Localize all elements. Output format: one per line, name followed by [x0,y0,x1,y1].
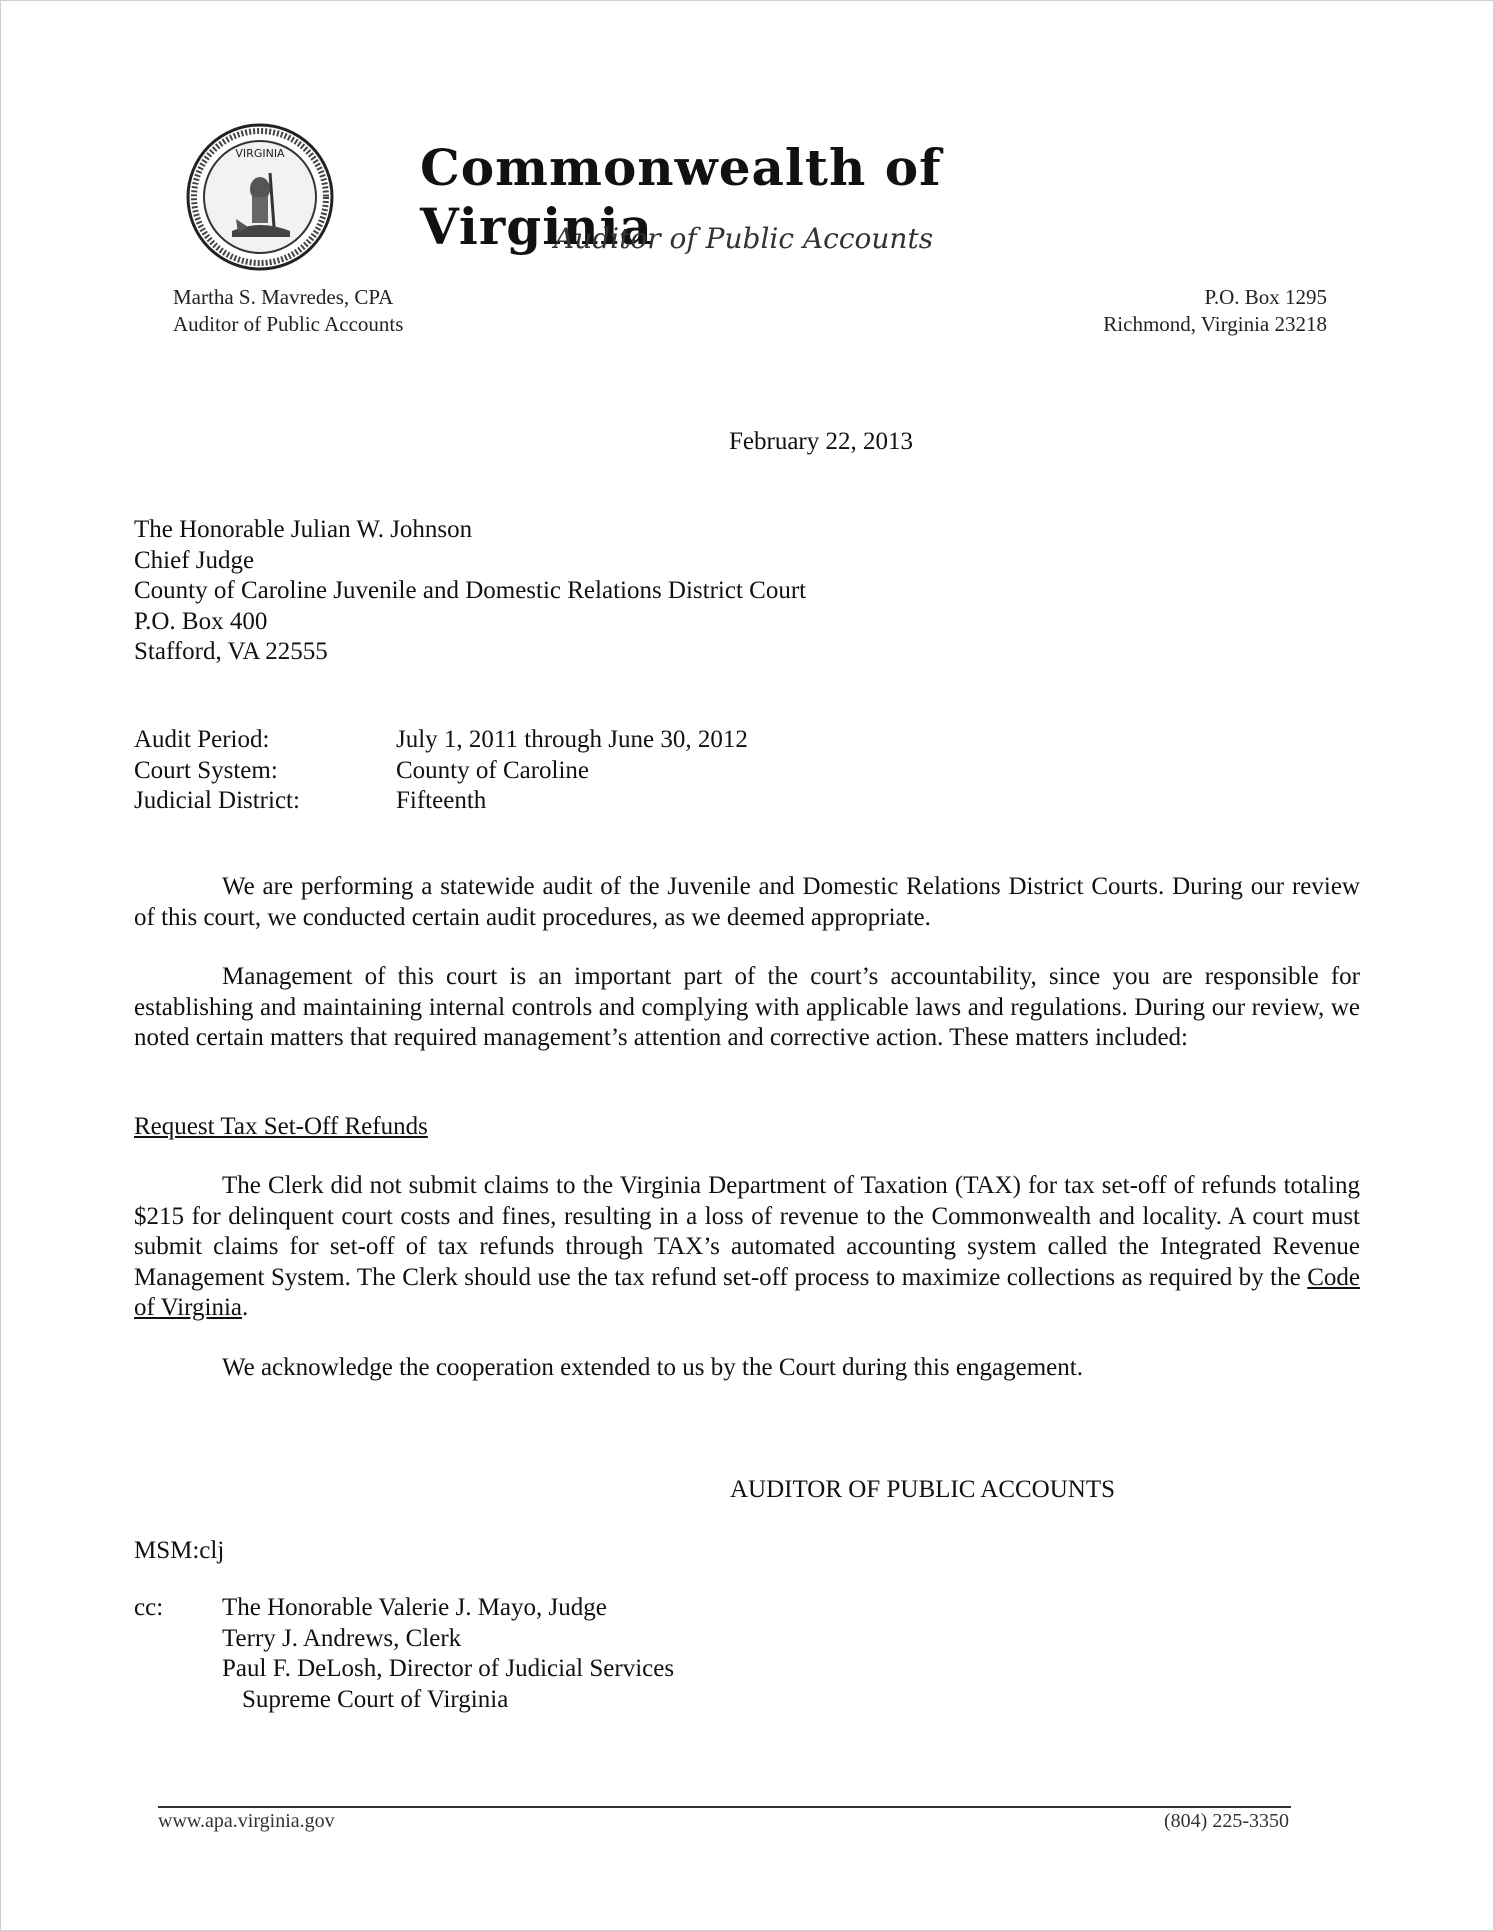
typist-initials: MSM:clj [134,1537,225,1564]
audit-period-row [134,725,748,756]
cc-recipient: The Honorable Valerie J. Mayo, Judge [222,1594,607,1621]
footer-divider [158,1806,1291,1808]
address-line: Stafford, VA 22555 [134,638,328,665]
meta-label: Audit Period: [134,726,270,753]
address-line: The Honorable Julian W. Johnson [134,516,473,543]
meta-value: County of Caroline [396,756,590,784]
judicial-district-row [134,786,748,817]
cc-recipient: Paul F. DeLosh, Director of Judicial Services [222,1655,675,1682]
cc-recipient: Terry J. Andrews, Clerk [222,1624,462,1652]
letterhead-title: Commonwealth of Virginia [420,138,942,256]
letterhead-address-block [1103,284,1327,338]
cc-block [134,1593,674,1715]
city-state-zip: Richmond, Virginia 23218 [1103,312,1327,336]
court-system-row [134,756,748,787]
address-line: Chief Judge [134,546,255,574]
audit-details [134,725,748,817]
code-of-virginia-reference: Code of Virginia [134,1263,1360,1321]
finding-text: The Clerk did not submit claims to the Virginia Department of Taxation (TAX) for tax set-off of refunds totaling $215 for delinquent court costs and fines, resulting in a loss of revenue to the Commonwealth and locality. A court must submit claims for set-off of tax refunds through TAX’s automated accounting system called the Integrated Revenue Management System. The Clerk should use the tax refund set-off process to maximize collections as required by the [134,1172,1360,1291]
auditor-name: Martha S. Mavredes, CPA [173,285,394,309]
recipient-address [134,515,806,668]
meta-label: Judicial District: [134,787,300,814]
cc-label: cc: [134,1594,164,1621]
footer-website: www.apa.virginia.gov [158,1810,335,1832]
footer-phone: (804) 225-3350 [1164,1810,1289,1832]
cc-recipient: Supreme Court of Virginia [242,1685,509,1713]
cc-list [222,1593,674,1715]
po-box: P.O. Box 1295 [1204,285,1327,309]
virginia-seal-icon [186,123,334,271]
paragraph-finding [134,1171,1360,1324]
letterhead-subtitle: Auditor of Public Accounts [554,222,934,255]
paragraph-acknowledgement: We acknowledge the cooperation extended to us by the Court during this engagement. [222,1354,1083,1381]
auditor-role: Auditor of Public Accounts [173,312,404,336]
finding-end: . [241,1294,249,1321]
letterhead-auditor-block [173,284,403,338]
address-line: County of Caroline Juvenile and Domestic Relations District Court [134,577,807,604]
paragraph-management: Management of this court is an important part of the court’s accountability, since you are responsible for establishing and maintaining internal controls and complying with applicable laws and regulations. During our review, we noted certain matters that required management’s attention and corrective action. These matters included: [134,963,1360,1051]
seal-text: VIRGINIA [235,147,285,160]
paragraph-intro: We are performing a statewide audit of the Juvenile and Domestic Relations District Courts. During our review of this court, we conducted certain audit procedures, as we deemed appropriate. [134,873,1360,931]
finding-heading: Request Tax Set-Off Refunds [134,1113,428,1140]
meta-value: Fifteenth [396,787,487,814]
meta-value: July 1, 2011 through June 30, 2012 [396,726,748,753]
address-line: P.O. Box 400 [134,607,268,635]
meta-label: Court System: [134,756,278,784]
signature-block: AUDITOR OF PUBLIC ACCOUNTS [730,1476,1116,1503]
letter-date: February 22, 2013 [729,428,913,455]
